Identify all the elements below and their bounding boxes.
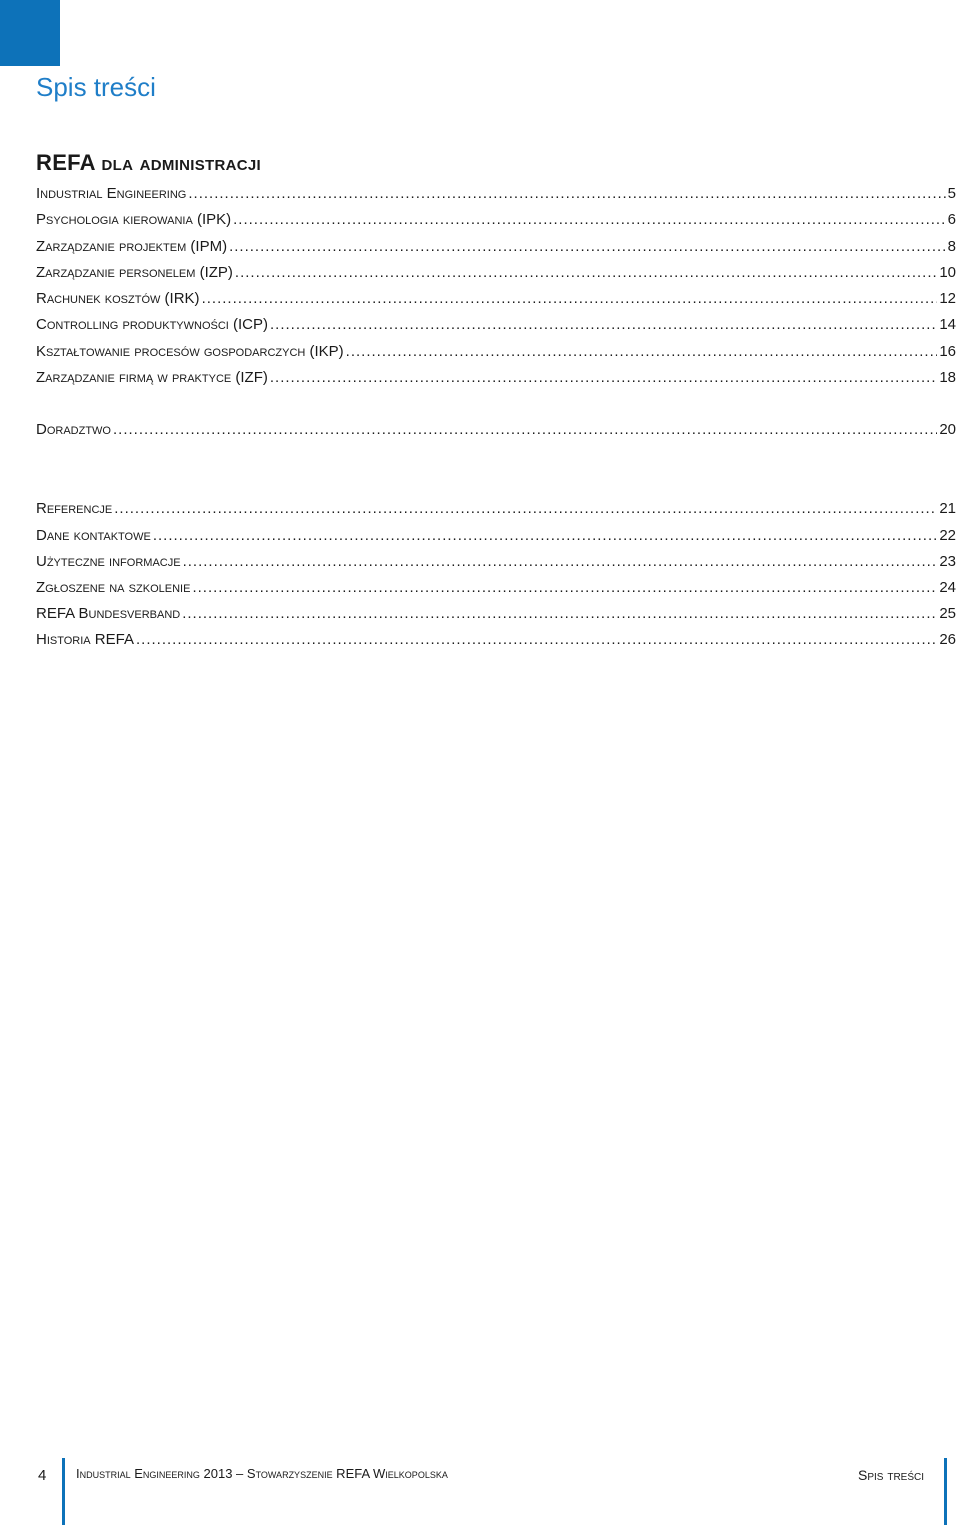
- toc-entry-page: 26: [939, 631, 956, 648]
- toc-entry-historia-refa[interactable]: [36, 631, 956, 653]
- toc-entry-label: Zarządzanie firmą w praktyce (IZF): [36, 369, 268, 386]
- toc-entry-page: 22: [939, 527, 956, 544]
- toc-entry-industrial-engineering[interactable]: [36, 185, 956, 207]
- footer-section-name: Spis treści: [858, 1467, 925, 1483]
- toc-leader-dots: [113, 421, 937, 438]
- toc-entry-label: Controlling produktywności (ICP): [36, 316, 269, 333]
- toc-entry-label: Doradztwo: [36, 421, 111, 438]
- toc-entry-label: Użyteczne informacje: [36, 553, 181, 570]
- toc-entry-page: 18: [939, 369, 956, 386]
- toc-leader-dots: [202, 290, 938, 307]
- corner-accent-block: [0, 0, 60, 66]
- toc-entry-page: 14: [939, 316, 956, 333]
- toc-entry-page: 5: [947, 185, 956, 202]
- toc-leader-dots: [270, 369, 937, 386]
- footer-page-number: 4: [38, 1467, 47, 1484]
- toc-entry-rachunek-kosztow[interactable]: [36, 290, 956, 312]
- toc-entry-page: 25: [939, 605, 956, 622]
- toc-entry-label: Zgłoszene na szkolenie: [36, 579, 191, 596]
- toc-leader-dots: [270, 316, 937, 333]
- toc-entry-label: Referencje: [36, 500, 113, 517]
- toc-leader-dots: [188, 185, 945, 202]
- toc-entry-page: 21: [939, 500, 956, 517]
- page-title: Spis treści: [36, 72, 156, 102]
- toc-entry-page: 12: [939, 290, 956, 307]
- footer-divider-right: [944, 1458, 947, 1525]
- toc-leader-dots: [114, 500, 937, 517]
- toc-leader-dots: [183, 553, 938, 570]
- footer-publication-title: Industrial Engineering 2013 – Stowarzyszenie REFA Wielkopolska: [76, 1466, 448, 1481]
- toc-entry-page: 8: [947, 238, 956, 255]
- toc-entry-label: Zarządzanie projektem (IPM): [36, 238, 228, 255]
- toc-entry-label: Zarządzanie personelem (IZP): [36, 264, 233, 281]
- toc-entry-label: Rachunek kosztów (IRK): [36, 290, 200, 307]
- toc-entry-page: 16: [939, 343, 956, 360]
- toc-entry-uzyteczne-informacje[interactable]: [36, 553, 956, 575]
- toc-entry-refa-bundesverband[interactable]: [36, 605, 956, 627]
- toc-leader-dots: [153, 527, 937, 544]
- toc-entry-doradztwo[interactable]: [36, 421, 956, 443]
- section-heading: REFA dla administracji: [36, 150, 262, 175]
- toc-entry-page: 10: [939, 264, 956, 281]
- toc-entry-psychologia-kierowania[interactable]: [36, 211, 956, 233]
- toc-entry-label: Industrial Engineering: [36, 185, 187, 202]
- toc-entry-ksztaltowanie-procesow[interactable]: [36, 343, 956, 365]
- toc-leader-dots: [346, 343, 938, 360]
- toc-entry-page: 6: [947, 211, 956, 228]
- toc-entry-label: Dane kontaktowe: [36, 527, 151, 544]
- toc-leader-dots: [136, 631, 937, 648]
- toc-entry-label: REFA Bundesverband: [36, 605, 181, 622]
- toc-entry-zgloszene-na-szkolenie[interactable]: [36, 579, 956, 601]
- toc-entry-controlling-produktywnosci[interactable]: [36, 316, 956, 338]
- toc-entry-label: Kształtowanie procesów gospodarczych (IKP): [36, 343, 344, 360]
- toc-entry-zarzadzanie-projektem[interactable]: [36, 238, 956, 260]
- toc-entry-dane-kontaktowe[interactable]: [36, 527, 956, 549]
- toc-leader-dots: [229, 238, 946, 255]
- toc-entry-label: Psychologia kierowania (IPK): [36, 211, 232, 228]
- toc-leader-dots: [235, 264, 937, 281]
- toc-entry-page: 24: [939, 579, 956, 596]
- toc-leader-dots: [182, 605, 937, 622]
- toc-entry-zarzadzanie-firma[interactable]: [36, 369, 956, 391]
- toc-entry-zarzadzanie-personelem[interactable]: [36, 264, 956, 286]
- toc-entry-label: Historia REFA: [36, 631, 134, 648]
- toc-leader-dots: [233, 211, 946, 228]
- toc-entry-referencje[interactable]: [36, 500, 956, 522]
- toc-leader-dots: [192, 579, 937, 596]
- toc-entry-page: 20: [939, 421, 956, 438]
- toc-entry-page: 23: [939, 553, 956, 570]
- footer-divider-left: [62, 1458, 65, 1525]
